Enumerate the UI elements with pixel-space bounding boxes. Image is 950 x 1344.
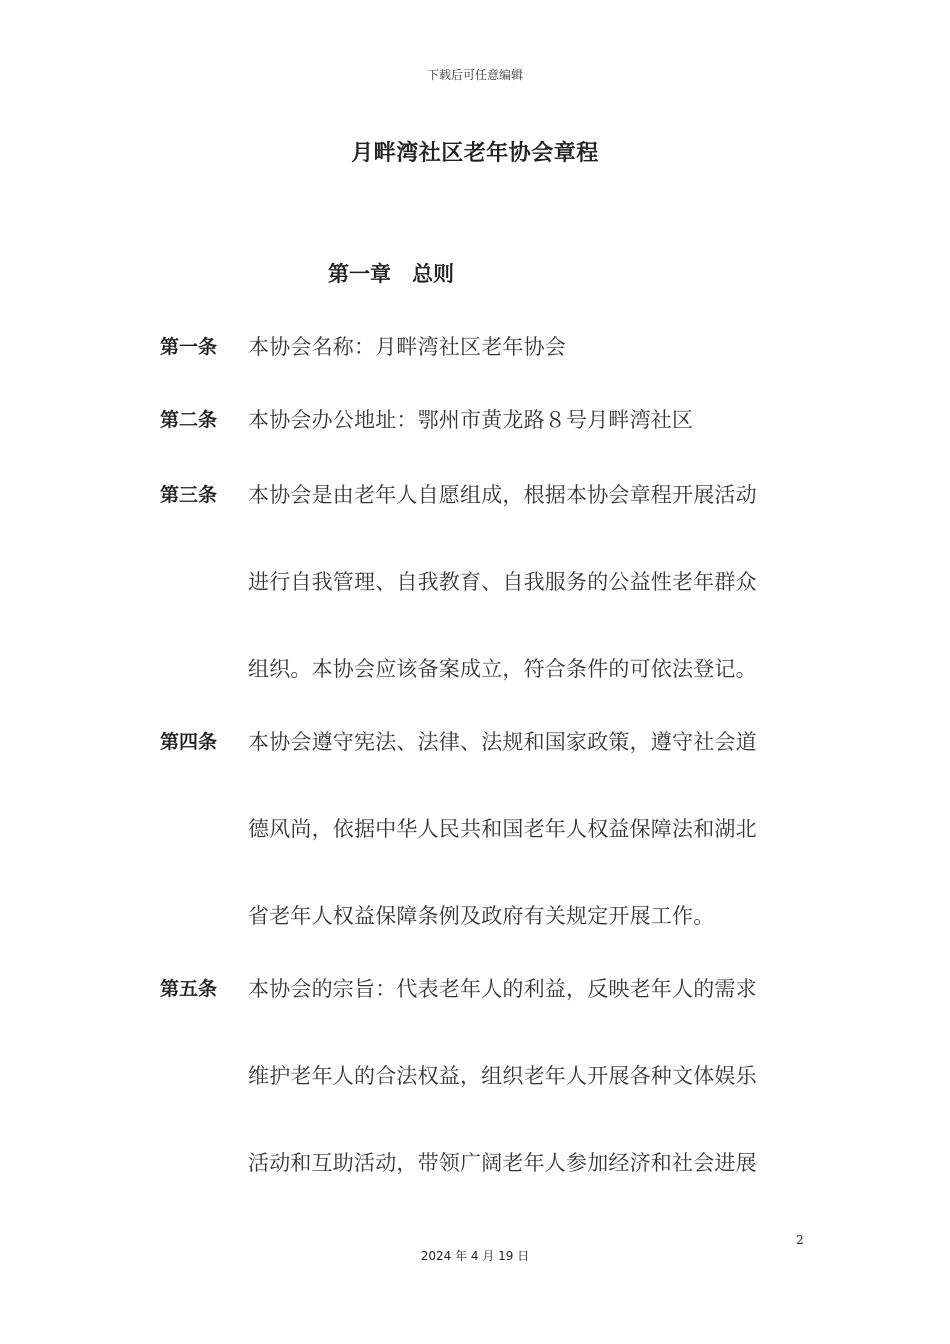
- page-number: 2: [796, 1233, 804, 1247]
- article-line: 维护老年人的合法权益，组织老年人开展各种文体娱乐: [248, 1064, 757, 1088]
- header-note: 下载后可任意编辑: [426, 68, 523, 82]
- article-line: 本协会是由老年人自愿组成，根据本协会章程开展活动: [248, 483, 757, 507]
- article-line: 德风尚，依据中华人民共和国老年人权益保障法和湖北: [248, 817, 757, 841]
- article-line: 进行自我管理、自我教育、自我服务的公益性老年群众: [248, 570, 757, 594]
- footer-date: 2024 年 4 月 19 日: [420, 1249, 530, 1263]
- document-title: 月畔湾社区老年协会章程: [351, 141, 599, 166]
- article-line: 组织。本协会应该备案成立，符合条件的可依法登记。: [248, 657, 757, 681]
- article-line: 本协会办公地址：鄂州市黄龙路８号月畔湾社区: [248, 408, 694, 432]
- article-line: 本协会遵守宪法、法律、法规和国家政策，遵守社会道: [248, 730, 757, 754]
- article-line: 活动和互助活动，带领广阔老年人参加经济和社会进展: [248, 1151, 757, 1175]
- article-label: 第二条: [160, 409, 218, 431]
- article-line: 省老年人权益保障条例及政府有关规定开展工作。: [248, 904, 715, 928]
- chapter-heading: 第一章 总则: [328, 262, 454, 286]
- article-label: 第四条: [160, 731, 218, 753]
- article-line: 本协会名称：月畔湾社区老年协会: [248, 335, 566, 359]
- article-label: 第五条: [160, 978, 218, 1000]
- article-label: 第三条: [160, 484, 218, 506]
- article-line: 本协会的宗旨：代表老年人的利益，反映老年人的需求: [248, 977, 757, 1001]
- article-label: 第一条: [160, 336, 218, 358]
